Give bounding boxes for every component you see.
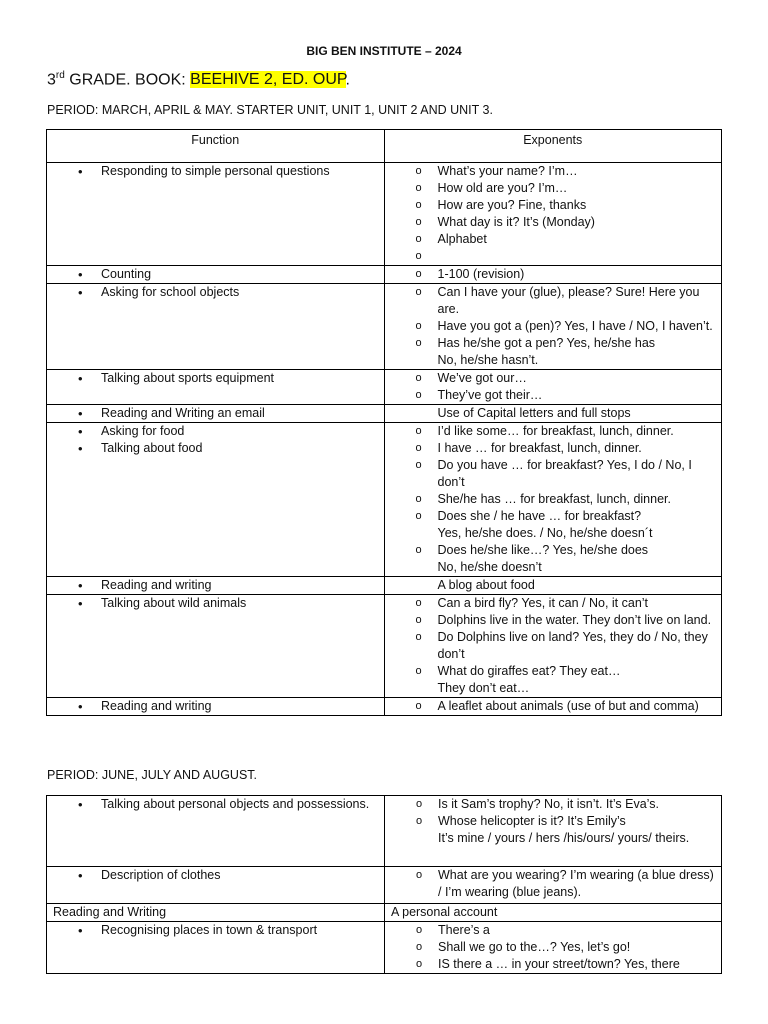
exponent-item: o Does she / he have … for breakfast? (385, 508, 722, 525)
period-heading-2: PERIOD: JUNE, JULY AND AUGUST. (47, 768, 258, 782)
table-row (47, 904, 722, 922)
exponent-text: A personal account (391, 905, 498, 919)
table-row (47, 595, 722, 698)
exponents-cell (385, 904, 722, 922)
function-cell (47, 423, 385, 577)
function-item: • Description of clothes (47, 867, 384, 884)
exponent-text: A blog about food (437, 578, 535, 592)
exponents-cell (384, 698, 722, 716)
table-row (47, 423, 722, 577)
function-item: • Talking about wild animals (47, 595, 384, 612)
table-row (47, 370, 722, 405)
exponent-item: o Shall we go to the…? Yes, let’s go! (385, 939, 721, 956)
exponent-item: o Alphabet (385, 231, 722, 248)
table-row (47, 266, 722, 284)
exponent-item: o How old are you? I’m… (385, 180, 722, 197)
function-item: • Recognising places in town & transport (47, 922, 384, 939)
table-row (47, 284, 722, 370)
exponent-item: o Dolphins live in the water. They don’t live on land. (385, 612, 722, 629)
function-cell (47, 405, 385, 423)
exponent-item: o Do you have … for breakfast? Yes, I do / No, I don’t (385, 457, 722, 491)
exponent-item: o Does he/she like…? Yes, he/she does (385, 542, 722, 559)
exponent-continuation: No, he/she doesn’t (437, 560, 542, 574)
function-item: • Talking about food (47, 440, 384, 457)
function-cell (47, 163, 385, 266)
exponent-item: o She/he has … for breakfast, lunch, dinner. (385, 491, 722, 508)
exponent-item (385, 248, 722, 265)
table-row (47, 163, 722, 266)
exponent-continuation: They don’t eat… (437, 681, 530, 695)
exponent-item: o They’ve got their… (385, 387, 722, 404)
table-row (47, 698, 722, 716)
exponents-cell (384, 423, 722, 577)
function-cell (47, 698, 385, 716)
exponent-item: o Do Dolphins live on land? Yes, they do / No, they don’t (385, 629, 722, 663)
exponent-item: o Has he/she got a pen? Yes, he/she has (385, 335, 722, 352)
function-item: • Reading and writing (47, 577, 384, 594)
exponent-item: o What day is it? It’s (Monday) (385, 214, 722, 231)
exponents-cell (384, 370, 722, 405)
exponent-text: Use of Capital letters and full stops (437, 406, 631, 420)
exponent-continuation: Yes, he/she does. / No, he/she doesn´t (437, 526, 653, 540)
exponent-item: o 1-100 (revision) (385, 266, 722, 283)
function-cell (47, 867, 385, 904)
exponent-item: o Whose helicopter is it? It’s Emily’s (385, 813, 721, 830)
exponents-cell (384, 405, 722, 423)
exponents-cell (384, 266, 722, 284)
book-title-period: . (345, 71, 350, 89)
exponents-cell (385, 922, 722, 974)
function-header: Function (47, 130, 385, 163)
function-item: • Talking about sports equipment (47, 370, 384, 387)
function-item: • Responding to simple personal questions (47, 163, 384, 180)
function-cell (47, 796, 385, 867)
exponent-continuation: It’s mine / yours / hers /his/ours/ yours/ theirs. (438, 831, 690, 845)
exponent-item: o I have … for breakfast, lunch, dinner. (385, 440, 722, 457)
exponent-item: o I’d like some… for breakfast, lunch, dinner. (385, 423, 722, 440)
grade-label: GRADE. BOOK: (64, 71, 191, 89)
exponents-cell (385, 867, 722, 904)
exponents-header: Exponents (384, 130, 722, 163)
exponent-item: o There’s a (385, 922, 721, 939)
table-row (47, 796, 722, 867)
exponents-cell (385, 796, 722, 867)
exponent-item: o A leaflet about animals (use of but and comma) (385, 698, 722, 715)
function-item: • Talking about personal objects and possessions. (47, 796, 384, 813)
exponent-item: o What are you wearing? I’m wearing (a blue dress) / I’m wearing (blue jeans). (385, 867, 721, 901)
table-row (47, 867, 722, 904)
grade-number: 3 (47, 71, 56, 89)
syllabus-table-2 (46, 795, 722, 974)
grade-ordinal: rd (55, 70, 65, 81)
institute-heading: BIG BEN INSTITUTE – 2024 (306, 44, 462, 58)
exponents-cell (384, 577, 722, 595)
function-cell (47, 577, 385, 595)
function-text: Reading and Writing (53, 905, 167, 919)
exponent-item: o Have you got a (pen)? Yes, I have / NO, I haven’t. (385, 318, 722, 335)
syllabus-table-1 (46, 129, 722, 716)
exponents-cell (384, 163, 722, 266)
exponents-cell (384, 284, 722, 370)
table-row (47, 405, 722, 423)
function-cell (47, 266, 385, 284)
exponent-item: o How are you? Fine, thanks (385, 197, 722, 214)
table-header-row (47, 130, 722, 163)
exponents-cell (384, 595, 722, 698)
function-item: • Counting (47, 266, 384, 283)
book-title-highlight: BEEHIVE 2, ED. OUP (190, 71, 346, 89)
table-row (47, 577, 722, 595)
exponent-item: o We’ve got our… (385, 370, 722, 387)
function-item: • Reading and Writing an email (47, 405, 384, 422)
function-item: • Reading and writing (47, 698, 384, 715)
function-cell (47, 904, 385, 922)
period-heading-1: PERIOD: MARCH, APRIL & MAY. STARTER UNIT, UNIT 1, UNIT 2 AND UNIT 3. (47, 103, 493, 117)
function-cell (47, 370, 385, 405)
exponent-continuation: No, he/she hasn’t. (437, 353, 539, 367)
function-item: • Asking for school objects (47, 284, 384, 301)
exponent-item: o Can I have your (glue), please? Sure! Here you are. (385, 284, 722, 318)
function-cell (47, 922, 385, 974)
grade-book-line (47, 70, 350, 89)
exponent-item: o Is it Sam’s trophy? No, it isn’t. It’s Eva’s. (385, 796, 721, 813)
exponent-item: o IS there a … in your street/town? Yes, there (385, 956, 721, 973)
exponent-item: o Can a bird fly? Yes, it can / No, it can’t (385, 595, 722, 612)
function-cell (47, 284, 385, 370)
table-row (47, 922, 722, 974)
exponent-item: o What’s your name? I’m… (385, 163, 722, 180)
function-item: • Asking for food (47, 423, 384, 440)
function-cell (47, 595, 385, 698)
exponent-item: o What do giraffes eat? They eat… (385, 663, 722, 680)
